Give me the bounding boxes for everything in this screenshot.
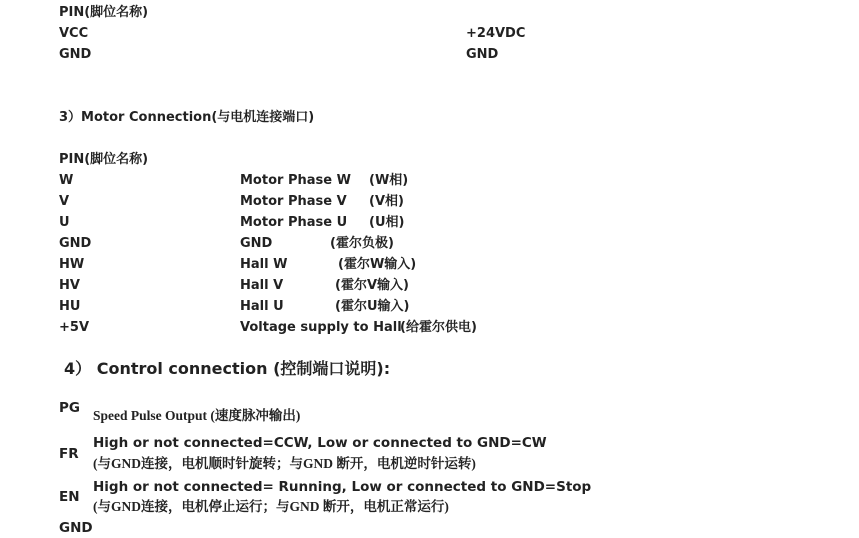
motor-note-5v: (给霍尔供电)	[400, 320, 477, 335]
control-pin-pg: PG	[59, 400, 80, 416]
motor-desc-w: Motor Phase W	[240, 173, 351, 188]
motor-desc-u: Motor Phase U	[240, 215, 348, 230]
control-pin-gnd: GND	[59, 520, 93, 536]
motor-desc-v: Motor Phase V	[240, 194, 347, 209]
control-note-en: (与GND连接，电机停止运行；与GND 断开，电机正常运行)	[93, 499, 449, 514]
motor-pin-hu: HU	[59, 299, 81, 314]
motor-note-hv: (霍尔V输入)	[335, 278, 409, 293]
motor-desc-5v: Voltage supply to Hall	[240, 320, 402, 335]
power-pin-gnd: GND	[59, 47, 92, 62]
control-desc-fr: High or not connected=CCW, Low or connected to GND=CW	[93, 435, 547, 451]
power-pin-vcc: VCC	[59, 26, 89, 41]
motor-pin-hv: HV	[59, 278, 80, 293]
power-value-gnd: GND	[466, 47, 499, 62]
motor-section-title: 3）Motor Connection(与电机连接端口)	[59, 110, 315, 125]
motor-desc-hu: Hall U	[240, 299, 284, 314]
motor-note-w: (W相)	[369, 173, 409, 188]
control-pin-en: EN	[59, 489, 80, 505]
motor-pin-header: PIN(脚位名称)	[59, 152, 149, 167]
control-pin-fr: FR	[59, 446, 79, 462]
motor-pin-gnd: GND	[59, 236, 92, 251]
control-desc-en: High or not connected= Running, Low or connected to GND=Stop	[93, 479, 592, 495]
motor-pin-hw: HW	[59, 257, 85, 272]
motor-desc-hv: Hall V	[240, 278, 284, 293]
motor-pin-w: W	[59, 173, 74, 188]
power-pin-header: PIN(脚位名称)	[59, 5, 149, 20]
power-value-vcc: +24VDC	[466, 26, 526, 41]
motor-note-hw: (霍尔W输入)	[338, 257, 417, 272]
motor-note-gnd: (霍尔负极)	[330, 236, 394, 251]
motor-pin-5v: +5V	[59, 320, 89, 335]
control-desc-pg: Speed Pulse Output (速度脉冲输出)	[93, 408, 301, 423]
control-section-title: 4） Control connection (控制端口说明):	[64, 359, 391, 378]
motor-desc-gnd: GND	[240, 236, 273, 251]
motor-desc-hw: Hall W	[240, 257, 288, 272]
control-note-fr: (与GND连接，电机顺时针旋转；与GND 断开，电机逆时针运转)	[93, 456, 476, 471]
motor-note-v: (V相)	[369, 194, 404, 209]
motor-note-u: (U相)	[369, 215, 405, 230]
motor-pin-v: V	[59, 194, 70, 209]
motor-note-hu: (霍尔U输入)	[335, 299, 410, 314]
motor-pin-u: U	[59, 215, 70, 230]
